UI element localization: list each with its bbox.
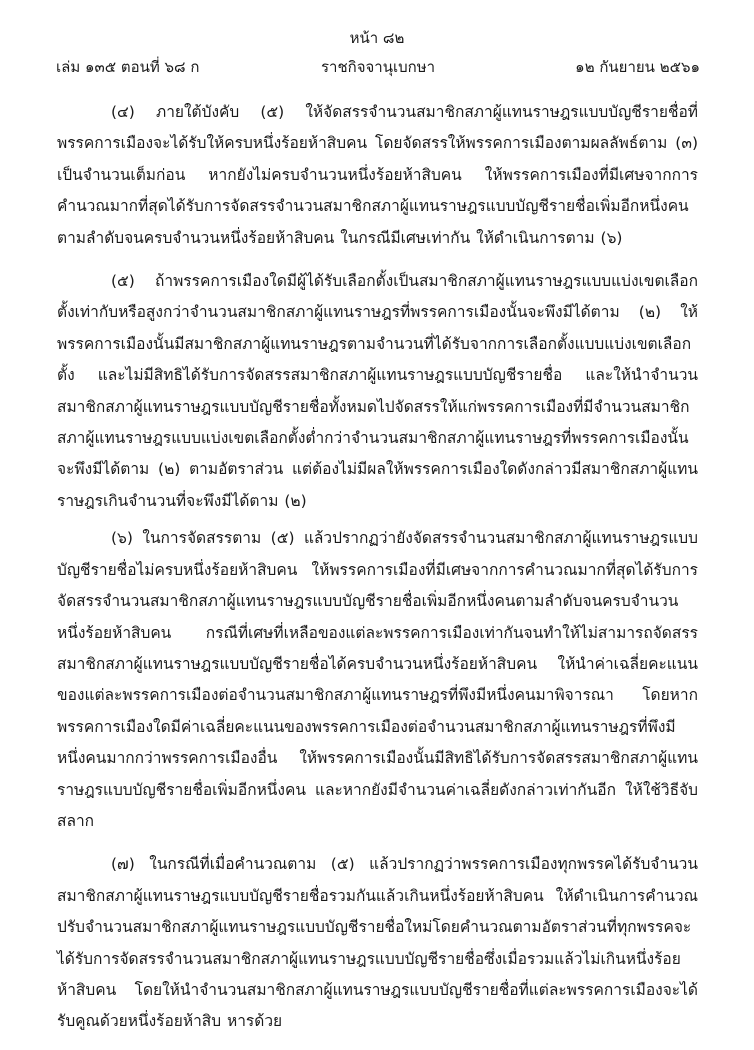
document-body <box>57 97 698 1050</box>
volume-issue: เล่ม ๑๓๕ ตอนที่ ๖๘ ก <box>56 58 200 76</box>
page-number: หน้า ๘๒ <box>349 29 405 47</box>
paragraph-clause-4: (๔) ภายใต้บังคับ (๕) ให้จัดสรรจำนวนสมาชิกสภาผู้แทนราษฎรแบบบัญชีรายชื่อที่พรรคการเมืองจะได้รับให้ครบหนึ่งร้อยห้าสิบคน โดยจัดสรรให้พรรคการเมืองตามผลลัพธ์ตาม (๓) เป็นจำนวนเต็มก่อน หากยังไม่ครบจำนวนหนึ่งร้อยห้าสิบคน ให้พรรคการเมืองที่มีเศษจากการคำนวณมากที่สุดได้รับการจัดสรรจำนวนสมาชิกสภาผู้แทนราษฎรแบบบัญชีรายชื่อเพิ่มอีกหนึ่งคนตามลำดับจนครบจำนวนหนึ่งร้อยห้าสิบคน ในกรณีมีเศษเท่ากัน ให้ดำเนินการตาม (๖) <box>57 103 698 247</box>
paragraph-clause-6: (๖) ในการจัดสรรตาม (๕) แล้วปรากฏว่ายังจัดสรรจำนวนสมาชิกสภาผู้แทนราษฎรแบบบัญชีรายชื่อไม่ครบหนึ่งร้อยห้าสิบคน ให้พรรคการเมืองที่มีเศษจากการคำนวณมากที่สุดได้รับการจัดสรรจำนวนสมาชิกสภาผู้แทนราษฎรแบบบัญชีรายชื่อเพิ่มอีกหนึ่งคนตามลำดับจนครบจำนวนหนึ่งร้อยห้าสิบคน กรณีที่เศษที่เหลือของแต่ละพรรคการเมืองเท่ากันจนทำให้ไม่สามารถจัดสรรสมาชิกสภาผู้แทนราษฎรแบบบัญชีรายชื่อได้ครบจำนวนหนึ่งร้อยห้าสิบคน ให้นำค่าเฉลี่ยคะแนนของแต่ละพรรคการเมืองต่อจำนวนสมาชิกสภาผู้แทนราษฎรที่พึงมีหนึ่งคนมาพิจารณา โดยหากพรรคการเมืองใดมีค่าเฉลี่ยคะแนนของพรรคการเมืองต่อจำนวนสมาชิกสภาผู้แทนราษฎรที่พึงมีหนึ่งคนมากกว่าพรรคการเมืองอื่น ให้พรรคการเมืองนั้นมีสิทธิได้รับการจัดสรรสมาชิกสภาผู้แทนราษฎรแบบบัญชีรายชื่อเพิ่มอีกหนึ่งคน และหากยังมีจำนวนค่าเฉลี่ยดังกล่าวเท่ากันอีก ให้ใช้วิธีจับสลาก <box>57 529 698 830</box>
publication-title: ราชกิจจานุเบกษา <box>320 58 436 76</box>
paragraph-clause-7: (๗) ในกรณีที่เมื่อคำนวณตาม (๕) แล้วปรากฏว่าพรรคการเมืองทุกพรรคได้รับจำนวนสมาชิกสภาผู้แทนราษฎรแบบบัญชีรายชื่อรวมกันแล้วเกินหนึ่งร้อยห้าสิบคน ให้ดำเนินการคำนวณปรับจำนวนสมาชิกสภาผู้แทนราษฎรแบบบัญชีรายชื่อใหม่โดยคำนวณตามอัตราส่วนที่ทุกพรรคจะได้รับการจัดสรรจำนวนสมาชิกสภาผู้แทนราษฎรแบบบัญชีรายชื่อซึ่งเมื่อรวมแล้วไม่เกินหนึ่งร้อยห้าสิบคน โดยให้นำจำนวนสมาชิกสภาผู้แทนราษฎรแบบบัญชีรายชื่อที่แต่ละพรรคการเมืองจะได้รับคูณด้วยหนึ่งร้อยห้าสิบ หารด้วย <box>57 855 698 1031</box>
gazette-header <box>56 56 700 78</box>
publication-date: ๑๒ กันยายน ๒๕๖๑ <box>575 58 700 76</box>
paragraph-clause-5: (๕) ถ้าพรรคการเมืองใดมีผู้ได้รับเลือกตั้งเป็นสมาชิกสภาผู้แทนราษฎรแบบแบ่งเขตเลือกตั้งเท่ากับหรือสูงกว่าจำนวนสมาชิกสภาผู้แทนราษฎรที่พรรคการเมืองนั้นจะพึงมีได้ตาม (๒) ให้พรรคการเมืองนั้นมีสมาชิกสภาผู้แทนราษฎรตามจำนวนที่ได้รับจากการเลือกตั้งแบบแบ่งเขตเลือกตั้ง และไม่มีสิทธิได้รับการจัดสรรสมาชิกสภาผู้แทนราษฎรแบบบัญชีรายชื่อ และให้นำจำนวนสมาชิกสภาผู้แทนราษฎรแบบบัญชีรายชื่อทั้งหมดไปจัดสรรให้แก่พรรคการเมืองที่มีจำนวนสมาชิกสภาผู้แทนราษฎรแบบแบ่งเขตเลือกตั้งต่ำกว่าจำนวนสมาชิกสภาผู้แทนราษฎรที่พรรคการเมืองนั้นจะพึงมีได้ตาม (๒) ตามอัตราส่วน แต่ต้องไม่มีผลให้พรรคการเมืองใดดังกล่าวมีสมาชิกสภาผู้แทนราษฎรเกินจำนวนที่จะพึงมีได้ตาม (๒) <box>57 272 698 510</box>
